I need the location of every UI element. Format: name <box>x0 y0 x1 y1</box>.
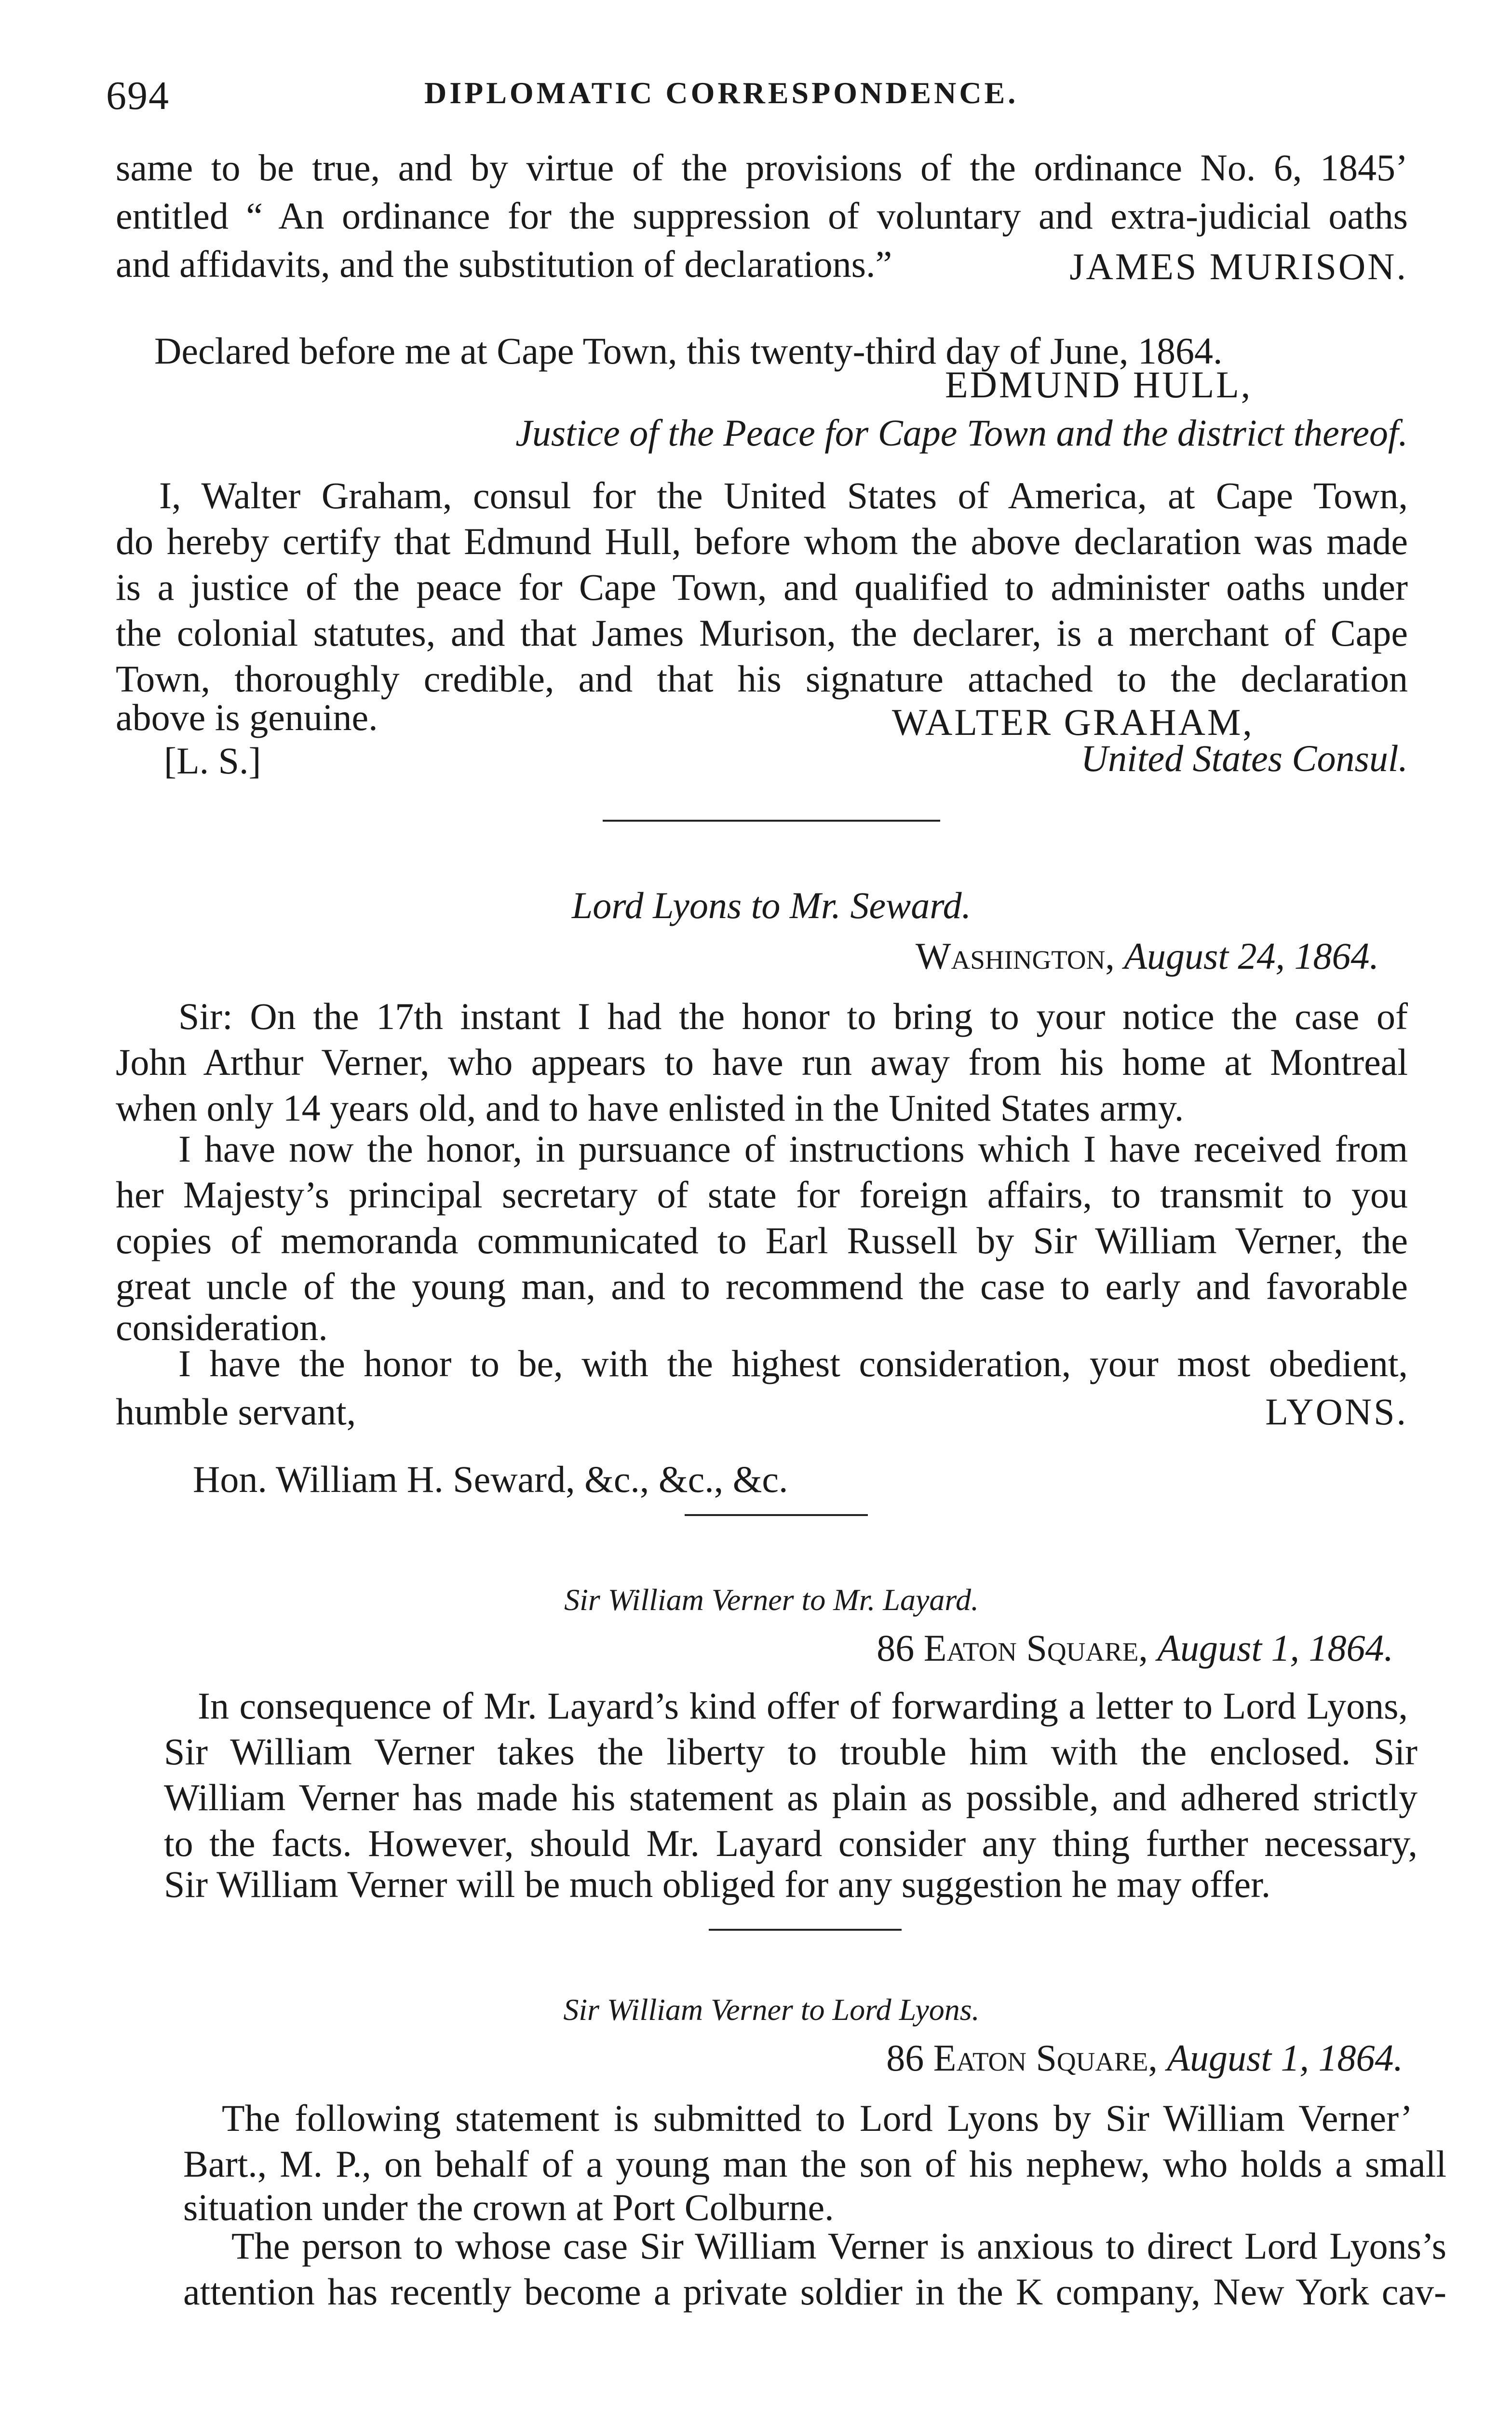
page-header <box>106 72 1408 130</box>
letter-line: The person to whose case Sir William Verner is anxious to direct Lord Lyons’s <box>231 2225 1446 2267</box>
letter-line: to the facts. However, should Mr. Layard consider any thing further necessary, <box>164 1822 1418 1864</box>
page-number: 694 <box>106 73 170 118</box>
letter-line: I have now the honor, in pursuance of instructions which I have received from <box>178 1128 1408 1170</box>
letter-place: Washington, <box>915 935 1115 977</box>
justice-title: Justice of the Peace for Cape Town and the district thereof. <box>515 412 1408 454</box>
letter-dateline <box>116 933 1379 979</box>
letter-date: August 1, 1864. <box>1167 2037 1403 2079</box>
letter-line: In consequence of Mr. Layard’s kind offer of forwarding a letter to Lord Lyons, <box>198 1685 1408 1727</box>
certificate-line: the colonial statutes, and that James Murison, the declarer, is a merchant of Cape <box>116 612 1408 654</box>
letter-line: attention has recently become a private soldier in the K company, New York cav- <box>183 2271 1446 2313</box>
section-divider <box>709 1929 902 1931</box>
declared-before-line: Declared before me at Cape Town, this twenty-third day of June, 1864. <box>154 330 1223 372</box>
letter-line: Bart., M. P., on behalf of a young man the son of his nephew, who holds a small <box>183 2143 1446 2185</box>
letter-place: 86 Eaton Square, <box>877 1627 1148 1669</box>
certificate-line: I, Walter Graham, consul for the United States of America, at Cape Town, <box>159 474 1408 516</box>
letter-line: Sir: On the 17th instant I had the honor to bring to your notice the case of <box>178 995 1408 1037</box>
letter-line: copies of memoranda communicated to Earl Russell by Sir William Verner, the <box>116 1219 1408 1261</box>
running-title: DIPLOMATIC CORRESPONDENCE. <box>424 76 1019 110</box>
letter-closing: humble servant, <box>116 1391 356 1433</box>
letter-addressee: Hon. William H. Seward, &c., &c., &c. <box>193 1458 788 1500</box>
consul-signature: WALTER GRAHAM, <box>892 701 1254 743</box>
certificate-line: Town, thoroughly credible, and that his signature attached to the declaration <box>116 658 1408 700</box>
letter-dateline <box>116 2035 1403 2081</box>
seal-mark: [L. S.] <box>164 740 261 782</box>
letter-title: Lord Lyons to Mr. Seward. <box>571 884 972 926</box>
letter-line: William Verner has made his statement as plain as possible, and adhered strictly <box>164 1776 1418 1818</box>
letter-line: her Majesty’s principal secretary of state for foreign affairs, to transmit to you <box>116 1174 1408 1216</box>
letter-title: Sir William Verner to Mr. Layard. <box>564 1583 979 1617</box>
declaration-line: and affidavits, and the substitution of declarations.” <box>116 243 892 285</box>
declaration-line: entitled “ An ordinance for the suppression of voluntary and extra-judicial oaths <box>116 195 1408 237</box>
letter-place: 86 Eaton Square, <box>886 2037 1158 2079</box>
section-divider <box>603 820 940 822</box>
letter-line: Sir William Verner takes the liberty to trouble him with the enclosed. Sir <box>164 1731 1418 1773</box>
consul-title: United States Consul. <box>1080 737 1408 779</box>
justice-name: EDMUND HULL, <box>945 364 1253 406</box>
letter-line: consideration. <box>116 1306 328 1348</box>
letter-line: John Arthur Verner, who appears to have run away from his home at Montreal <box>116 1041 1408 1083</box>
section-divider <box>685 1514 868 1516</box>
letter-line: when only 14 years old, and to have enlisted in the United States army. <box>116 1087 1184 1129</box>
letter-line: The following statement is submitted to Lord Lyons by Sir William Verner’ <box>222 2097 1413 2139</box>
certificate-line: do hereby certify that Edmund Hull, before whom the above declaration was made <box>116 520 1408 562</box>
letter-line: situation under the crown at Port Colburne. <box>183 2186 834 2228</box>
letter-dateline <box>116 1625 1393 1671</box>
letter-title: Sir William Verner to Lord Lyons. <box>563 1992 980 2027</box>
letter-date: August 1, 1864. <box>1157 1627 1393 1669</box>
letter-line: Sir William Verner will be much obliged for any suggestion he may offer. <box>164 1863 1271 1905</box>
certificate-line: is a justice of the peace for Cape Town, and qualified to administer oaths under <box>116 566 1408 608</box>
declaration-line: same to be true, and by virtue of the provisions of the ordinance No. 6, 1845’ <box>116 147 1408 189</box>
letter-date: August 24, 1864. <box>1124 935 1379 977</box>
declarer-signature: JAMES MURISON. <box>1069 245 1408 287</box>
letter-signature: LYONS. <box>1265 1391 1408 1433</box>
letter-line: great uncle of the young man, and to recommend the case to early and favorable <box>116 1265 1408 1307</box>
letter-line: I have the honor to be, with the highest consideration, your most obedient, <box>178 1342 1408 1384</box>
certificate-line: above is genuine. <box>116 696 378 738</box>
